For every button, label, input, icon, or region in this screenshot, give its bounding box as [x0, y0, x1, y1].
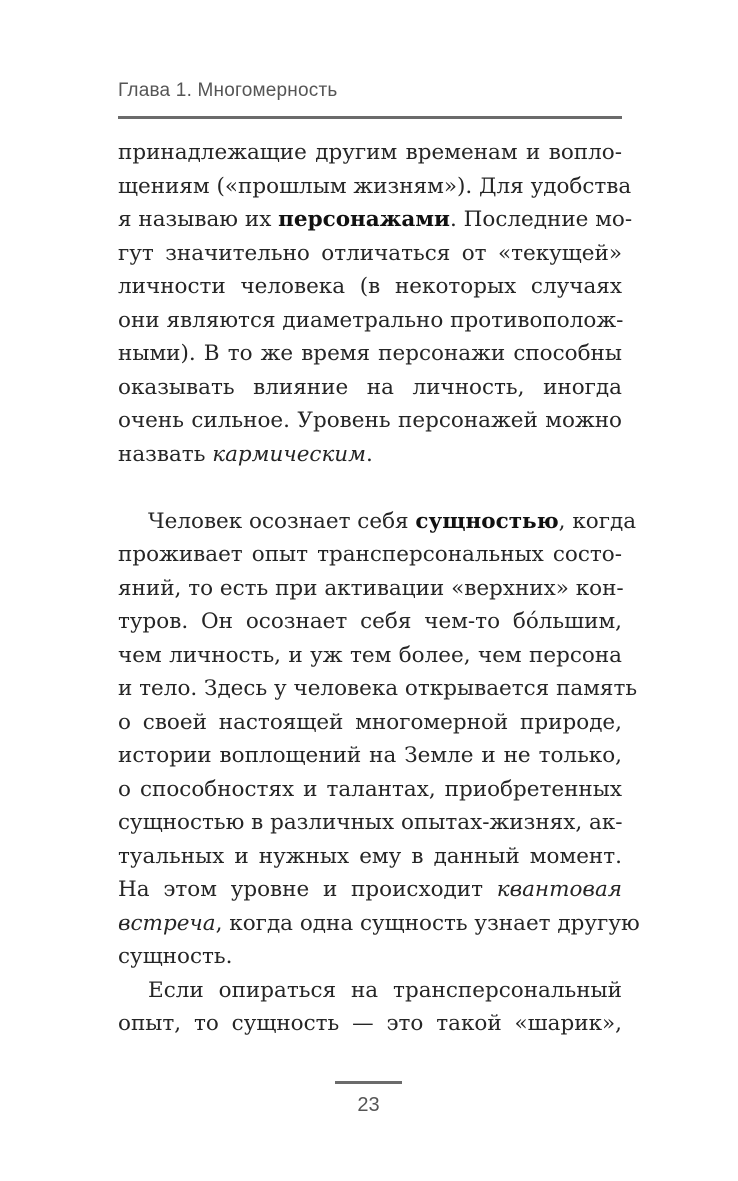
text-line: и тело. Здесь у человека открывается память	[118, 676, 638, 701]
text-line: щениям («прошлым жизням»). Для удобства	[118, 173, 632, 199]
text-line: туальных и нужных ему в данный момент.	[118, 843, 622, 869]
text-line: яний, то есть при активации «верхних» кон-	[118, 575, 624, 601]
text-run: . Последние мо-	[449, 207, 633, 232]
text-line: проживает опыт трансперсональных состо-	[118, 542, 622, 567]
text-line: опыт, то сущность — это такой «шарик»,	[118, 1011, 622, 1036]
text-line: они являются диаметрально противополож-	[118, 307, 624, 333]
text-line: туров. Он осознает себя чем-то бóльшим,	[118, 609, 622, 634]
bold-term-sushchnostyu: сущностью	[415, 508, 559, 534]
section-gap	[118, 471, 622, 505]
bold-term-personazhi: персонажами	[278, 207, 450, 232]
text-line: принадлежащие другим временам и вопло-	[118, 140, 622, 165]
header-divider	[118, 116, 622, 119]
text-line: очень сильное. Уровень персонажей можно	[118, 408, 622, 433]
page-number: 23	[357, 1094, 380, 1116]
footer-divider	[335, 1081, 402, 1084]
text-line: сущность.	[118, 944, 233, 969]
text-line: ными). В то же время персонажи способны	[118, 341, 622, 366]
text-run: .	[365, 441, 373, 467]
text-run: Человек осознает себя	[148, 508, 416, 534]
text-line	[118, 203, 633, 237]
text-run: я называю их	[118, 207, 279, 232]
text-line: чем личность, и уж тем более, чем персона	[118, 642, 622, 668]
text-line: оказывать влияние на личность, иногда	[118, 374, 622, 400]
text-line	[118, 438, 622, 472]
text-run: На этом уровне и происходит	[118, 877, 497, 902]
text-run: , когда	[558, 508, 637, 534]
text-line: гут значительно отличаться от «текущей»	[118, 240, 622, 266]
running-header: Глава 1. Многомерность	[118, 80, 338, 101]
text-run: назвать	[118, 441, 213, 467]
text-line: о своей настоящей многомерной природе,	[118, 709, 622, 735]
paragraph-3	[118, 974, 622, 1041]
italic-term-vstrecha: встреча	[118, 910, 216, 936]
text-line: Если опираться на трансперсональный	[148, 977, 622, 1003]
paragraph-1	[118, 136, 633, 471]
italic-term-karmicheskim: кармическим	[212, 441, 366, 467]
text-line	[118, 873, 622, 907]
text-line	[118, 505, 637, 539]
text-line: сущностью в различных опытах-жизнях, ак-	[118, 810, 623, 835]
paragraph-2	[118, 505, 640, 974]
text-line: истории воплощений на Земле и не только,	[118, 743, 622, 768]
italic-term-kvantovaya: квантовая	[496, 877, 622, 902]
text-run: , когда одна сущность узнает другую	[215, 910, 640, 936]
text-line: личности человека (в некоторых случаях	[118, 274, 622, 299]
body-text	[118, 136, 640, 1041]
text-line: о способностях и талантах, приобретенных	[118, 776, 622, 802]
text-line	[118, 907, 640, 941]
